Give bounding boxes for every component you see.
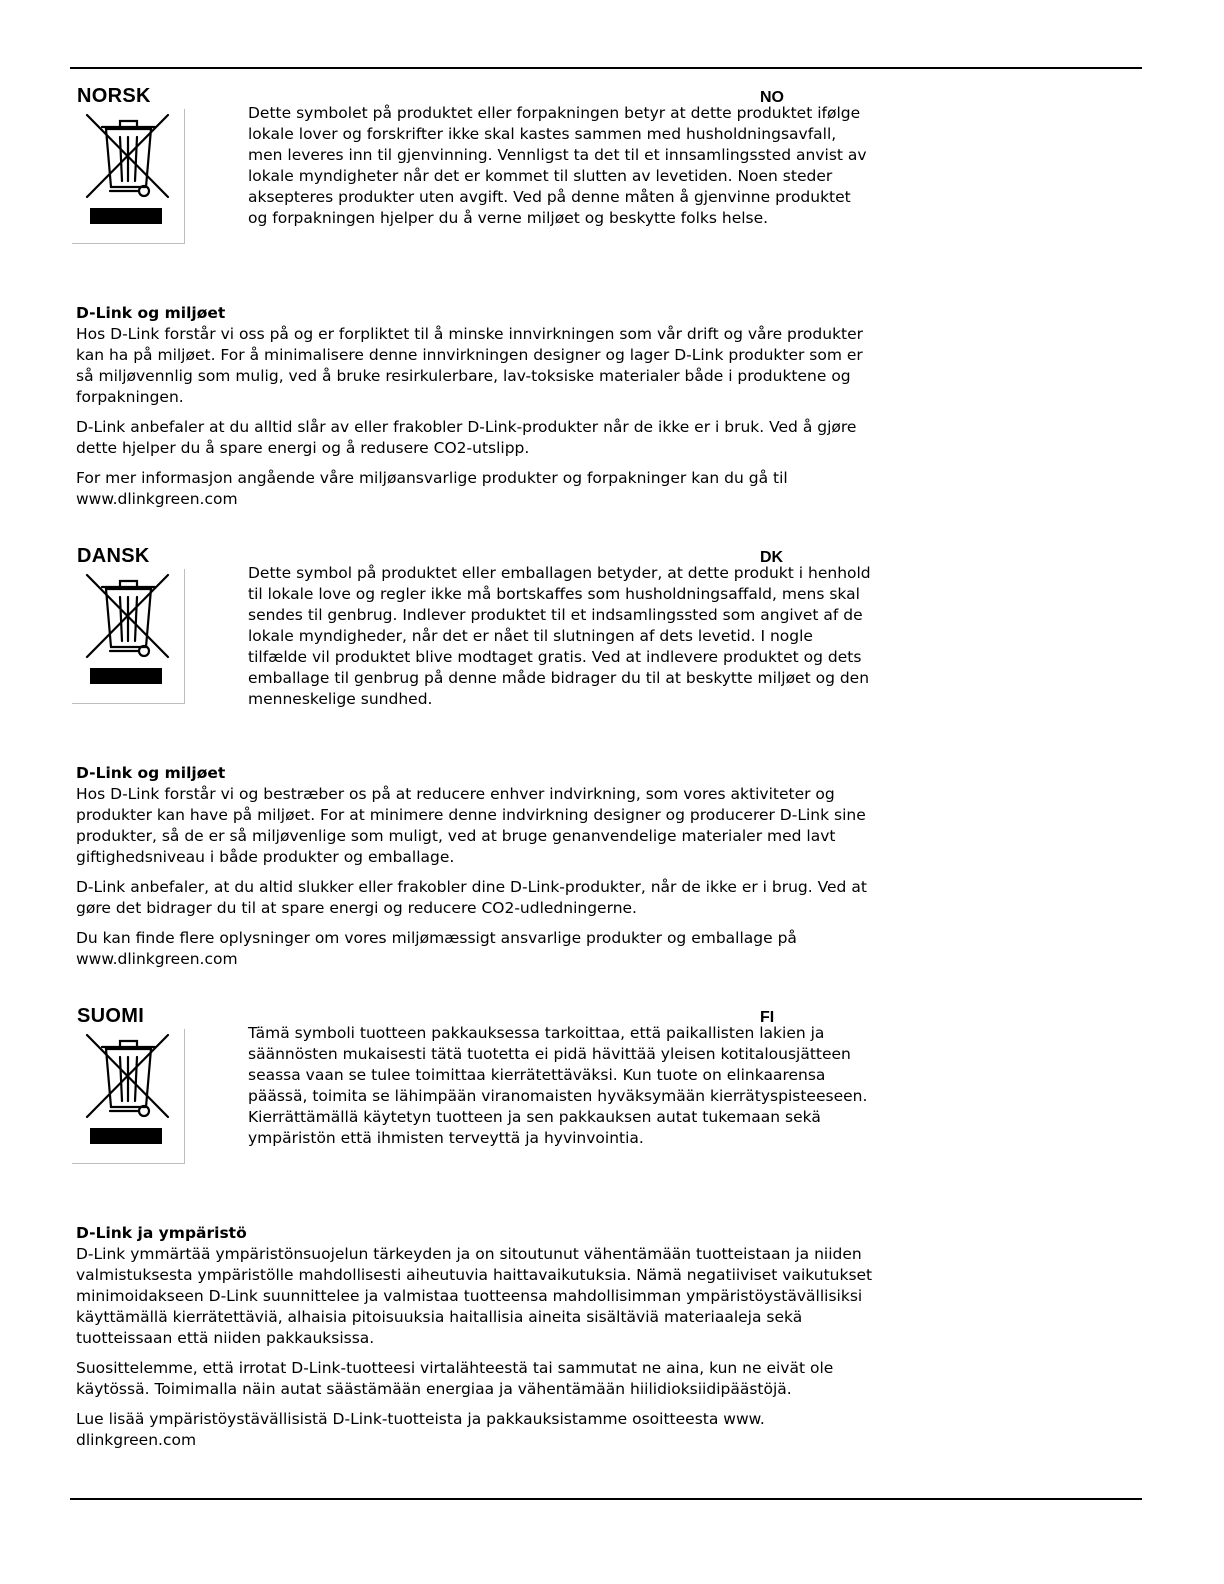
weee-bin-icon — [72, 1029, 185, 1164]
environment-paragraph: Hos D-Link forstår vi og bestræber os på at reducere enhver indvirkning, som vores aktiviteter og produkter kan have på miljøet. For at minimere denne indvirkning designer og producerer D-Link sine produkter, så de er så miljøvenlige som muligt, ved at bruge genanvendelige materialer med lavt giftighedsniveau i både produkter og emballage. — [76, 785, 866, 866]
bottom-rule — [70, 1498, 1142, 1500]
environment-block — [76, 1223, 876, 1460]
environment-heading: D-Link og miljøet — [76, 304, 226, 322]
disposal-text: Dette symbol på produktet eller emballagen betyder, at dette produkt i henhold til lokale love og regler ikke må bortskaffes som husholdningsaffald, mens skal sendes til genbrug. Indlever produktet til et indsamlingssted som angivet af de lokale myndigheder, når det er nået til slutningen af dets levetid. I nogle tilfælde vil produktet blive modtaget gratis. Ved at indlevere produktet og dets emballage til genbrug på denne måde bidrager du til at beskytte miljøet og den menneskelige sundhed. — [248, 564, 871, 708]
weee-bar — [90, 1128, 162, 1144]
disposal-text: Tämä symboli tuotteen pakkauksessa tarkoittaa, että paikallisten lakien ja säännösten mukaisesti tätä tuotetta ei pidä hävittää yleisen kotitalousjätteen seassa vaan se tulee toimittaa kierrätettäväksi. Kun tuote on elinkaarensa päässä, toimita se lähimpään viranomaisten hyväksymään kierrätyspisteeseen. Kierrättämällä käytetyn tuotteen ja sen pakkauksen autat tukemaan sekä ympäristön että ihmisten terveyttä ja hyvinvointia. — [248, 1024, 868, 1147]
language-code: FI — [760, 1009, 775, 1026]
environment-paragraph: Hos D-Link forstår vi oss på og er forpliktet til å minske innvirkningen som vår drift og våre produkter kan ha på miljøet. For å minimalisere denne innvirkningen designer og lager D-Link produkter som er så miljøvennlig som mulig, ved å bruke resirkulerbare, lav-toksiske materialer både i produktene og forpakningen. — [76, 325, 864, 406]
environment-paragraph: For mer informasjon angående våre miljøansvarlige produkter og forpakninger kan du gå til www.dlinkgreen.com — [76, 469, 788, 508]
disposal-text: Dette symbolet på produktet eller forpakningen betyr at dette produktet ifølge lokale lover og forskrifter ikke skal kastes sammen med husholdningsavfall, men leveres inn til gjenvinning. Vennligst ta det til et innsamlingssted anvist av lokale myndigheter når det er kommet til slutten av levetiden. Noen steder aksepteres produkter uten avgift. Ved på denne måten å gjenvinne produktet og forpakningen hjelper du å verne miljøet og beskytte folks helse. — [248, 104, 867, 227]
environment-paragraph: Lue lisää ympäristöystävällisistä D-Link-tuotteista ja pakkauksistamme osoitteesta www. dlinkgreen.com — [76, 1410, 765, 1449]
weee-bin-icon — [72, 109, 185, 244]
environment-paragraph: Suosittelemme, että irrotat D-Link-tuotteesi virtalähteestä tai sammutat ne aina, kun ne eivät ole käytössä. Toimimalla näin autat säästämään energiaa ja vähentämään hiilidioksiidipäästöjä. — [76, 1359, 834, 1398]
language-title: NORSK — [77, 85, 151, 107]
top-rule — [70, 67, 1142, 69]
weee-bar — [90, 208, 162, 224]
environment-paragraph: D-Link ymmärtää ympäristönsuojelun tärkeyden ja on sitoutunut vähentämään tuotteistaan ja niiden valmistuksesta ympäristölle mahdollisesti aiheutuvia haittavaikutuksia. Nämä negatiiviset vaikutukset minimoidakseen D-Link suunnittelee ja valmistaa tuotteensa mahdollisimman ympäristöystävällisiksi käyttämällä kierrätettäviä, alhaisia pitoisuuksia haitallisia aineita sisältäviä materiaaleja sekä tuotteissaan että niiden pakkauksissa. — [76, 1245, 873, 1347]
environment-block — [76, 303, 876, 519]
environment-paragraph: Du kan finde flere oplysninger om vores miljømæssigt ansvarlige produkter og emballage på www.dlinkgreen.com — [76, 929, 797, 968]
language-code: NO — [760, 89, 784, 106]
weee-bin-icon — [72, 569, 185, 704]
language-title: SUOMI — [77, 1005, 145, 1027]
language-title: DANSK — [77, 545, 150, 567]
environment-heading: D-Link ja ympäristö — [76, 1224, 247, 1242]
environment-block — [76, 763, 876, 979]
environment-paragraph: D-Link anbefaler, at du altid slukker eller frakobler dine D-Link-produkter, når de ikke er i brug. Ved at gøre det bidrager du til at spare energi og reducere CO2-udledningerne. — [76, 878, 867, 917]
environment-heading: D-Link og miljøet — [76, 764, 226, 782]
environment-paragraph: D-Link anbefaler at du alltid slår av eller frakobler D-Link-produkter når de ikke er i bruk. Ved å gjøre dette hjelper du å spare energi og å redusere CO2-utslipp. — [76, 418, 857, 457]
weee-bar — [90, 668, 162, 684]
language-code: DK — [760, 549, 784, 566]
